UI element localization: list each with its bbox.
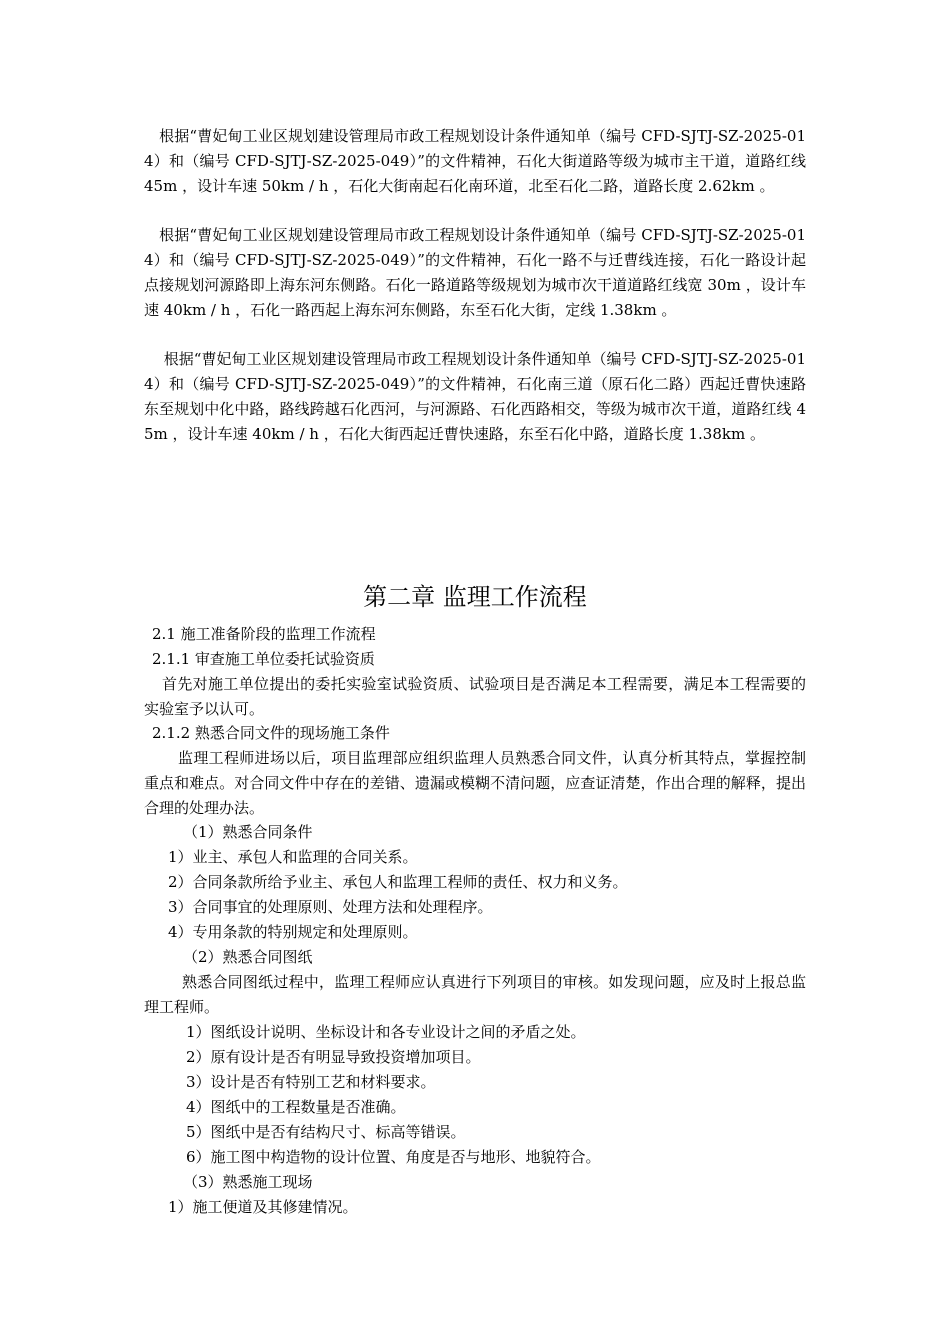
chapter-title: 第二章 监理工作流程 [363, 583, 587, 611]
intro-paragraph-1: 根据“曹妃甸工业区规划建设管理局市政工程规划设计条件通知单（编号 CFD-SJTJ-SZ-2025-014）和（编号 CFD-SJTJ-SZ-2025-049）”的文件精神，石化大街道路等级为城市主干道，道路红线 45m ，设计车速 50km / h ，石化大街南起石化南环道，北至石化二路，道路长度 2.62km 。 [144, 127, 806, 195]
drawings-heading: （2）熟悉合同图纸 [183, 948, 313, 966]
site-heading: （3）熟悉施工现场 [183, 1173, 313, 1191]
drawings-item-2: 2）原有设计是否有明显导致投资增加项目。 [186, 1048, 481, 1066]
contract-terms-item-4: 4）专用条款的特别规定和处理原则。 [168, 923, 418, 941]
drawings-item-1: 1）图纸设计说明、坐标设计和各专业设计之间的矛盾之处。 [186, 1023, 586, 1041]
contract-terms-heading: （1）熟悉合同条件 [183, 823, 313, 841]
section-heading-2-1-1: 2.1.1 审查施工单位委托试验资质 [152, 650, 375, 668]
section-heading-2-1: 2.1 施工准备阶段的监理工作流程 [152, 625, 376, 643]
drawings-item-6: 6）施工图中构造物的设计位置、角度是否与地形、地貌符合。 [186, 1148, 601, 1166]
drawings-item-5: 5）图纸中是否有结构尺寸、标高等错误。 [186, 1123, 466, 1141]
section-heading-2-1-2: 2.1.2 熟悉合同文件的现场施工条件 [152, 724, 390, 742]
drawings-item-3: 3）设计是否有特别工艺和材料要求。 [186, 1073, 436, 1091]
contract-terms-item-3: 3）合同事宜的处理原则、处理方法和处理程序。 [168, 898, 493, 916]
intro-paragraph-3: 根据“曹妃甸工业区规划建设管理局市政工程规划设计条件通知单（编号 CFD-SJTJ-SZ-2025-014）和（编号 CFD-SJTJ-SZ-2025-049）”的文件精神，石化南三道（原石化二路）西起迁曹快速路东至规划中化中路，路线跨越石化西河，与河源路、石化西路相交，等级为城市次干道，道路红线 45m ，设计车速 40km / h ，石化大街西起迁曹快速路，东至石化中路，道路长度 1.38km 。 [144, 350, 806, 443]
section-2-1-2-body: 监理工程师进场以后，项目监理部应组织监理人员熟悉合同文件，认真分析其特点，掌握控制重点和难点。对合同文件中存在的差错、遗漏或模糊不清问题，应查证清楚，作出合理的解释，提出合理的处理办法。 [144, 749, 806, 817]
contract-terms-item-2: 2）合同条款所给予业主、承包人和监理工程师的责任、权力和义务。 [168, 873, 628, 891]
section-2-1-1-body: 首先对施工单位提出的委托实验室试验资质、试验项目是否满足本工程需要，满足本工程需要的实验室予以认可。 [144, 675, 806, 718]
drawings-item-4: 4）图纸中的工程数量是否准确。 [186, 1098, 406, 1116]
contract-terms-item-1: 1）业主、承包人和监理的合同关系。 [168, 848, 418, 866]
intro-paragraph-2: 根据“曹妃甸工业区规划建设管理局市政工程规划设计条件通知单（编号 CFD-SJTJ-SZ-2025-014）和（编号 CFD-SJTJ-SZ-2025-049）”的文件精神，石化一路不与迁曹线连接，石化一路设计起点接规划河源路即上海东河东侧路。石化一路道路等级规划为城市次干道道路红线宽 30m ，设计车速 40km / h ，石化一路西起上海东河东侧路，东至石化大街，定线 1.38km 。 [144, 226, 806, 319]
site-item-1: 1）施工便道及其修建情况。 [168, 1198, 358, 1216]
drawings-body: 熟悉合同图纸过程中，监理工程师应认真进行下列项目的审核。如发现问题，应及时上报总监理工程师。 [144, 973, 806, 1016]
